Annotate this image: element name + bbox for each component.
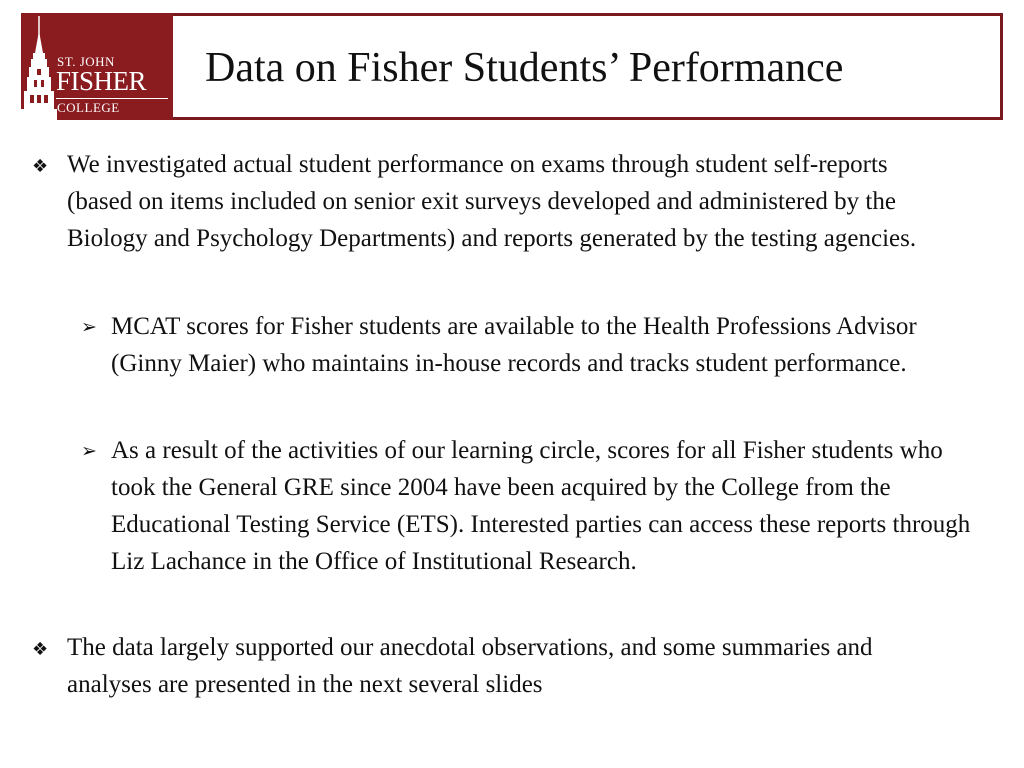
diamond-bullet-icon: ❖ [32, 156, 49, 177]
arrow-bullet-icon: ➢ [81, 316, 97, 338]
college-logo [21, 13, 173, 120]
sub-bullet-text: MCAT scores for Fisher students are available to the Health Professions Advisor (Ginny Maier) who maintains in-house records and tracks student performance. [111, 313, 917, 377]
sub-bullet-text: As a result of the activities of our learning circle, scores for all Fisher students who took the General GRE since 2004 have been acquired by the College from the Educational Testing Service (ETS). Interested parties can access these reports through Liz Lachance in the Office of Institutional Research. [111, 437, 971, 575]
bullet-text: The data largely supported our anecdotal observations, and some summaries and analyses are presented in the next several slides [67, 634, 873, 698]
diamond-bullet-icon: ❖ [32, 639, 49, 660]
logo-line-2: FISHER [56, 66, 147, 96]
slide-title: Data on Fisher Students’ Performance [205, 45, 844, 91]
logo-divider [56, 98, 168, 99]
logo-line-3: COLLEGE [57, 100, 120, 115]
bullet-text: We investigated actual student performance on exams through student self-reports (based on items included on senior exit surveys developed and administered by the Biology and Psychology Departments) and reports generated by the testing agencies. [67, 151, 917, 252]
logo-line-1: ST. JOHN [57, 54, 115, 69]
arrow-bullet-icon: ➢ [81, 440, 97, 462]
